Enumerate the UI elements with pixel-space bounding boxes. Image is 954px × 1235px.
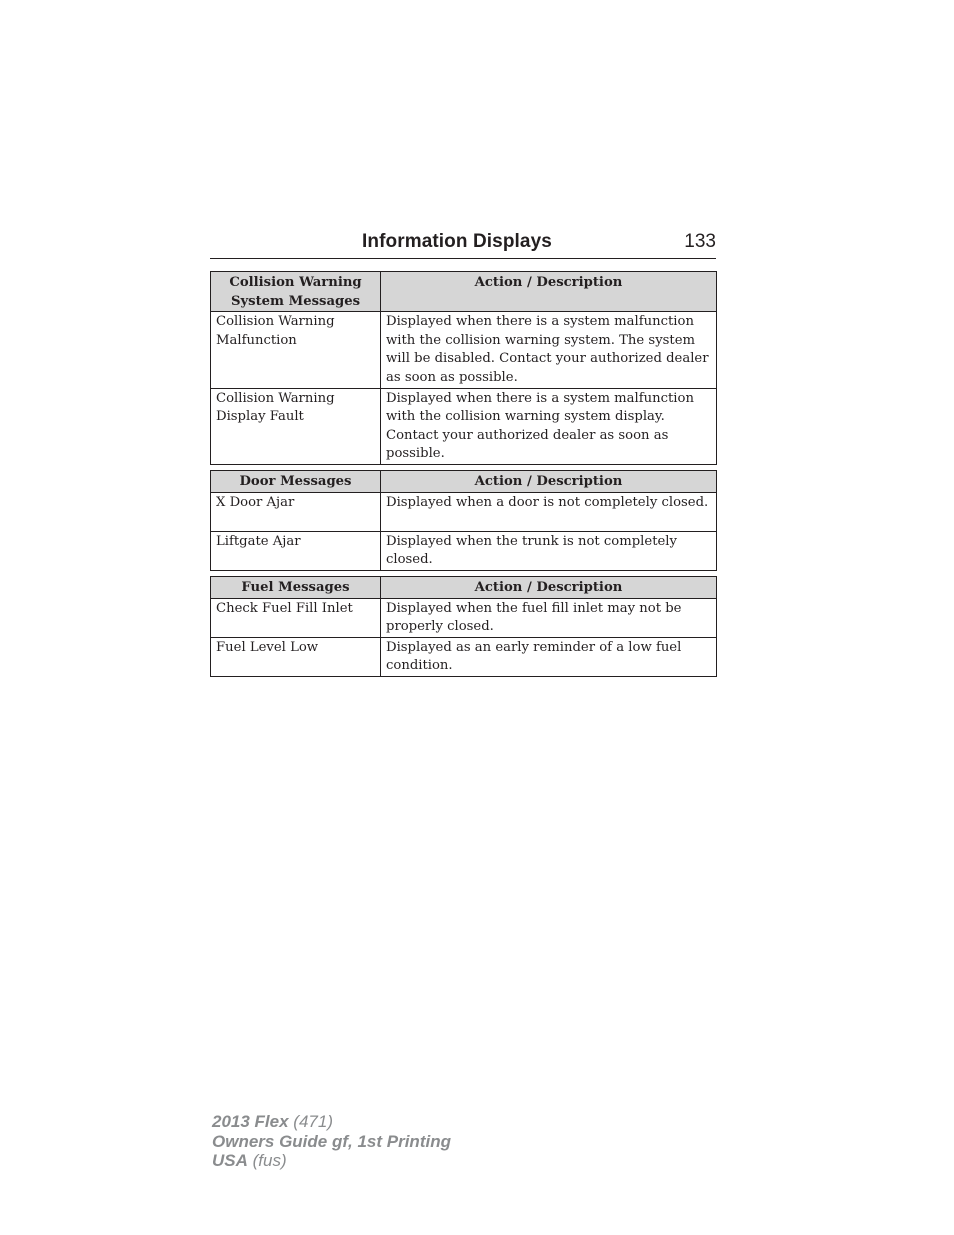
table-row bbox=[211, 531, 717, 570]
column-header-action: Action / Description bbox=[381, 272, 717, 312]
table-row bbox=[211, 388, 717, 464]
table-header-row bbox=[211, 471, 717, 493]
column-header-messages: Door Messages bbox=[211, 471, 381, 493]
column-header-messages: Collision Warning System Messages bbox=[211, 272, 381, 312]
collision-warning-table bbox=[210, 271, 717, 465]
description-cell: Displayed when there is a system malfunction with the collision warning system display. Contact your authorized dealer as soon as possible. bbox=[381, 388, 717, 464]
door-messages-table bbox=[210, 470, 717, 571]
message-cell: X Door Ajar bbox=[211, 492, 381, 531]
table-header-row bbox=[211, 577, 717, 599]
table-row bbox=[211, 637, 717, 676]
page-header bbox=[210, 228, 716, 259]
message-cell: Fuel Level Low bbox=[211, 637, 381, 676]
description-cell: Displayed when the fuel fill inlet may not be properly closed. bbox=[381, 598, 717, 637]
footer-line-2 bbox=[212, 1132, 451, 1152]
description-cell: Displayed as an early reminder of a low fuel condition. bbox=[381, 637, 717, 676]
description-cell: Displayed when the trunk is not completely closed. bbox=[381, 531, 717, 570]
footer-line-1 bbox=[212, 1112, 451, 1132]
fuel-messages-table bbox=[210, 576, 717, 677]
footer-market: USA bbox=[212, 1151, 248, 1170]
message-cell: Check Fuel Fill Inlet bbox=[211, 598, 381, 637]
table-row bbox=[211, 312, 717, 388]
footer-model: 2013 Flex bbox=[212, 1112, 289, 1131]
column-header-messages: Fuel Messages bbox=[211, 577, 381, 599]
message-cell: Liftgate Ajar bbox=[211, 531, 381, 570]
table-header-row bbox=[211, 272, 717, 312]
column-header-action: Action / Description bbox=[381, 577, 717, 599]
message-cell: Collision Warning Malfunction bbox=[211, 312, 381, 388]
footer-line-3 bbox=[212, 1151, 451, 1171]
section-title: Information Displays bbox=[362, 231, 552, 252]
description-cell: Displayed when a door is not completely closed. bbox=[381, 492, 717, 531]
page-number: 133 bbox=[684, 231, 716, 252]
table-row bbox=[211, 598, 717, 637]
footer-guide: Owners Guide gf, 1st Printing bbox=[212, 1131, 451, 1151]
column-header-action: Action / Description bbox=[381, 471, 717, 493]
footer-model-code: (471) bbox=[293, 1112, 333, 1131]
print-footer bbox=[212, 1112, 451, 1171]
message-cell: Collision Warning Display Fault bbox=[211, 388, 381, 464]
table-row bbox=[211, 492, 717, 531]
description-cell: Displayed when there is a system malfunction with the collision warning system. The system will be disabled. Contact your authorized dealer as soon as possible. bbox=[381, 312, 717, 388]
footer-market-code: (fus) bbox=[252, 1151, 287, 1170]
